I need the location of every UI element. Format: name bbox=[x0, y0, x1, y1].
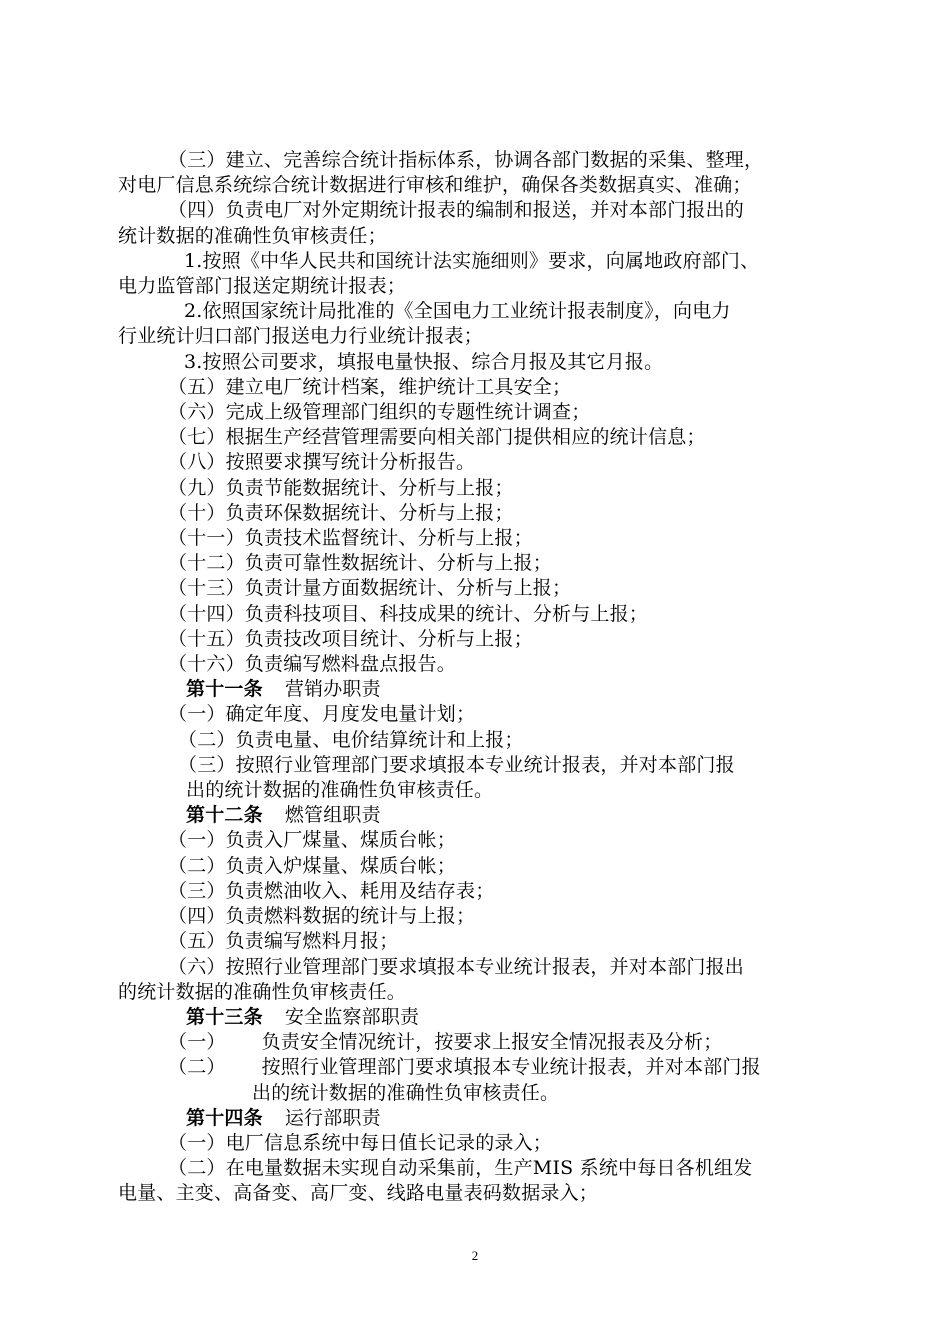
item-number: （二） bbox=[168, 1056, 226, 1079]
article-heading bbox=[118, 1005, 838, 1030]
page-number: 2 bbox=[471, 1248, 479, 1263]
article-item: （三）按照行业管理部门要求填报本专业统计报表，并对本部门报 bbox=[178, 753, 735, 776]
article-label: 第十四条 bbox=[186, 1106, 263, 1129]
paragraph-line: 对电厂信息系统综合统计数据进行审核和维护，确保各类数据真实、准确； bbox=[118, 174, 752, 197]
document-body bbox=[118, 148, 838, 1207]
article-item: （五）负责编写燃料月报； bbox=[168, 930, 399, 953]
article-item: （二）负责电量、电价结算统计和上报； bbox=[178, 728, 524, 751]
article-item bbox=[118, 1055, 838, 1080]
article-item: （二）在电量数据未实现自动采集前，生产MIS 系统中每日各机组发 bbox=[168, 1157, 753, 1180]
paragraph-line: （八）按照要求撰写统计分析报告。 bbox=[168, 451, 476, 474]
article-item: （二）负责入炉煤量、煤质台帐； bbox=[168, 854, 457, 877]
article-label: 第十三条 bbox=[186, 1005, 263, 1028]
article-item: （六）按照行业管理部门要求填报本专业统计报表，并对本部门报出 bbox=[168, 955, 745, 978]
paragraph-line: （十六）负责编写燃料盘点报告。 bbox=[168, 653, 457, 676]
article-item: （一）负责入厂煤量、煤质台帐； bbox=[168, 829, 457, 852]
article-item: 的统计数据的准确性负审核责任。 bbox=[118, 980, 407, 1003]
paragraph-line: （十五）负责技改项目统计、分析与上报； bbox=[168, 627, 533, 650]
article-item bbox=[118, 1030, 838, 1055]
paragraph-line: （五）建立电厂统计档案，维护统计工具安全； bbox=[168, 375, 572, 398]
article-heading bbox=[118, 803, 838, 828]
article-heading bbox=[118, 1106, 838, 1131]
paragraph-line: （十）负责环保数据统计、分析与上报； bbox=[168, 501, 514, 524]
article-label: 第十一条 bbox=[186, 678, 263, 701]
paragraph-line: （七）根据生产经营管理需要向相关部门提供相应的统计信息； bbox=[168, 426, 706, 449]
paragraph-line: （十二）负责可靠性数据统计、分析与上报； bbox=[168, 552, 553, 575]
item-text: 按照行业管理部门要求填报本专业统计报表，并对本部门报 bbox=[261, 1056, 761, 1079]
paragraph-line: （十四）负责科技项目、科技成果的统计、分析与上报； bbox=[168, 602, 649, 625]
article-item: 出的统计数据的准确性负审核责任。 bbox=[186, 779, 494, 802]
paragraph-line: （十三）负责计量方面数据统计、分析与上报； bbox=[168, 577, 572, 600]
paragraph-line: 3.按照公司要求，填报电量快报、综合月报及其它月报。 bbox=[184, 350, 664, 373]
article-item: （四）负责燃料数据的统计与上报； bbox=[168, 905, 476, 928]
article-title: 运行部职责 bbox=[284, 1106, 381, 1129]
article-heading bbox=[118, 677, 838, 702]
article-item-continuation: 出的统计数据的准确性负审核责任。 bbox=[252, 1081, 560, 1104]
paragraph-line: （六）完成上级管理部门组织的专题性统计调查； bbox=[168, 401, 591, 424]
paragraph-line: 2.依照国家统计局批准的《全国电力工业统计报表制度》，向电力 bbox=[184, 300, 731, 323]
paragraph-line: 统计数据的准确性负审核责任； bbox=[118, 224, 387, 247]
paragraph-line: （四）负责电厂对外定期统计报表的编制和报送，并对本部门报出的 bbox=[168, 199, 745, 222]
item-number: （一） bbox=[168, 1031, 226, 1054]
paragraph-line: 行业统计归口部门报送电力行业统计报表； bbox=[118, 325, 483, 348]
paragraph-line: （九）负责节能数据统计、分析与上报； bbox=[168, 476, 514, 499]
paragraph-line: （十一）负责技术监督统计、分析与上报； bbox=[168, 527, 533, 550]
article-title: 安全监察部职责 bbox=[284, 1005, 420, 1028]
article-title: 营销办职责 bbox=[284, 678, 381, 701]
article-label: 第十二条 bbox=[186, 804, 263, 827]
article-item: （一）确定年度、月度发电量计划； bbox=[168, 703, 476, 726]
paragraph-line: （三）建立、完善综合统计指标体系，协调各部门数据的采集、整理， bbox=[168, 149, 764, 171]
article-item: （一）电厂信息系统中每日值长记录的录入； bbox=[168, 1131, 553, 1154]
item-text: 负责安全情况统计，按要求上报安全情况报表及分析； bbox=[261, 1031, 723, 1054]
article-item: 电量、主变、高备变、高厂变、线路电量表码数据录入； bbox=[118, 1182, 599, 1205]
article-title: 燃管组职责 bbox=[284, 804, 381, 827]
paragraph-line: 电力监管部门报送定期统计报表； bbox=[118, 275, 407, 298]
article-item: （三）负责燃油收入、耗用及结存表； bbox=[168, 879, 495, 902]
paragraph-line: 1.按照《中华人民共和国统计法实施细则》要求，向属地政府部门、 bbox=[184, 249, 760, 272]
